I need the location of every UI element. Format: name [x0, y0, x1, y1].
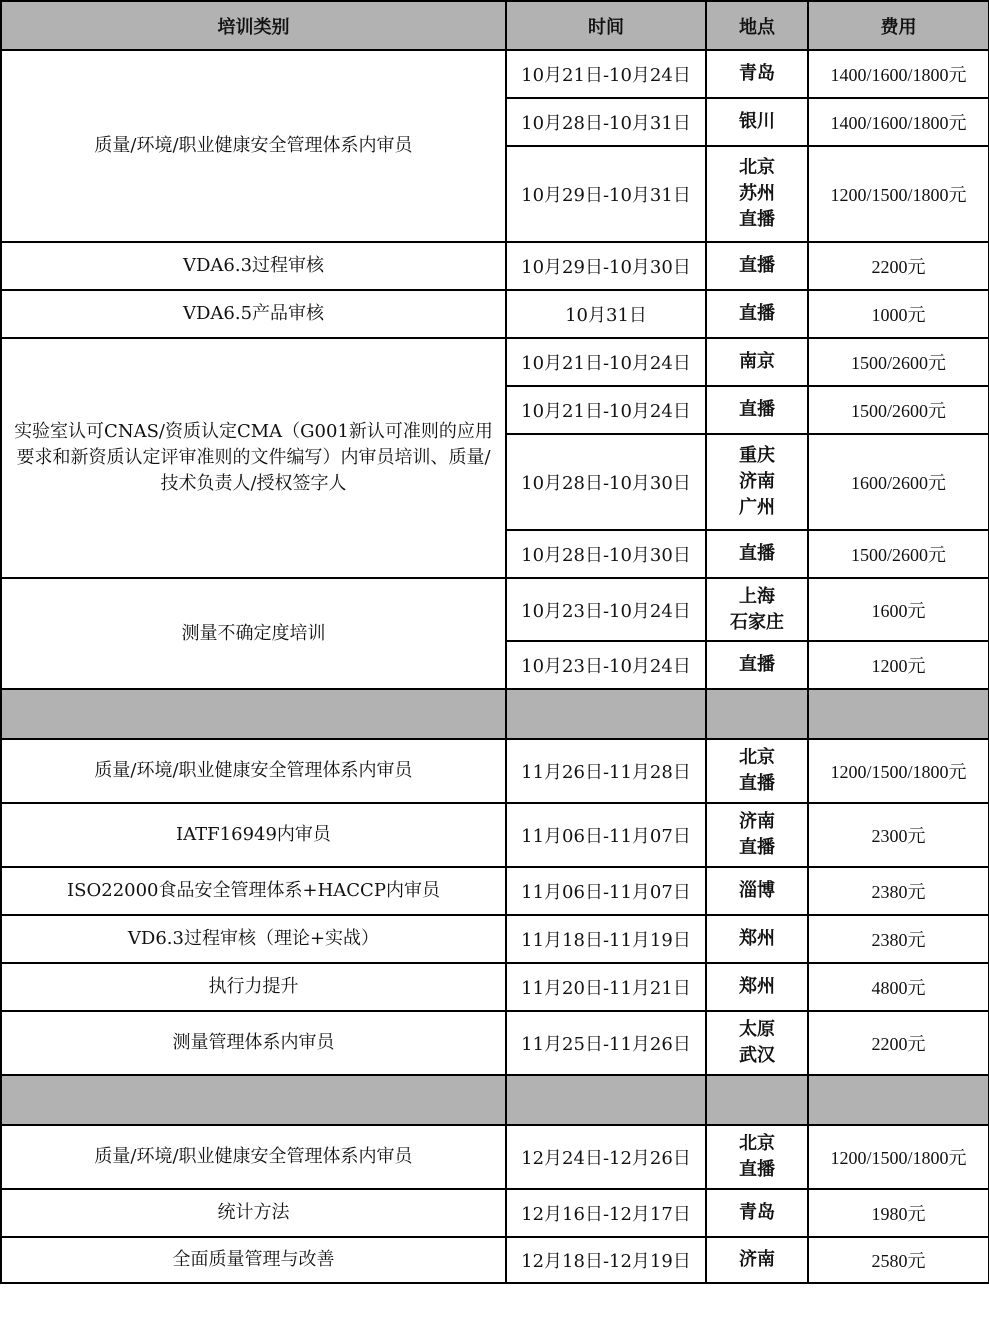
- location-cell: 直播: [706, 530, 808, 578]
- fee-cell: 1000元: [808, 290, 989, 338]
- category-cell: VDA6.3过程审核: [1, 242, 506, 290]
- location-cell: 北京 直播: [706, 739, 808, 803]
- fee-cell: 1980元: [808, 1189, 989, 1237]
- fee-cell: 1600/2600元: [808, 434, 989, 530]
- date-cell: 10月29日-10月30日: [506, 242, 706, 290]
- separator-cell: [1, 689, 506, 739]
- location-cell: 青岛: [706, 50, 808, 98]
- category-cell: 测量管理体系内审员: [1, 1011, 506, 1075]
- fee-cell: 4800元: [808, 963, 989, 1011]
- table-row: [1, 1011, 989, 1075]
- location-cell: 南京: [706, 338, 808, 386]
- date-cell: 11月26日-11月28日: [506, 739, 706, 803]
- date-cell: 11月25日-11月26日: [506, 1011, 706, 1075]
- table-row: [1, 739, 989, 803]
- location-cell: 郑州: [706, 915, 808, 963]
- table-row: [1, 290, 989, 338]
- table-row: [1, 963, 989, 1011]
- date-cell: 11月18日-11月19日: [506, 915, 706, 963]
- location-cell: 北京 苏州 直播: [706, 146, 808, 242]
- date-cell: 10月21日-10月24日: [506, 50, 706, 98]
- date-cell: 10月21日-10月24日: [506, 338, 706, 386]
- fee-cell: 1600元: [808, 578, 989, 641]
- header-location: 地点: [706, 1, 808, 50]
- separator-cell: [808, 1075, 989, 1125]
- category-cell: 测量不确定度培训: [1, 578, 506, 689]
- date-cell: 12月18日-12月19日: [506, 1237, 706, 1283]
- table-row: [1, 803, 989, 867]
- header-category: 培训类别: [1, 1, 506, 50]
- fee-cell: 2200元: [808, 1011, 989, 1075]
- separator-cell: [506, 1075, 706, 1125]
- category-cell: 质量/环境/职业健康安全管理体系内审员: [1, 739, 506, 803]
- header-fee: 费用: [808, 1, 989, 50]
- date-cell: 10月31日: [506, 290, 706, 338]
- fee-cell: 1200/1500/1800元: [808, 146, 989, 242]
- category-cell: VDA6.5产品审核: [1, 290, 506, 338]
- date-cell: 10月28日-10月30日: [506, 434, 706, 530]
- fee-cell: 1200/1500/1800元: [808, 739, 989, 803]
- table-row: [1, 338, 989, 386]
- month-separator-row: [1, 1075, 989, 1125]
- table-row: [1, 1189, 989, 1237]
- category-cell: IATF16949内审员: [1, 803, 506, 867]
- fee-cell: 1500/2600元: [808, 386, 989, 434]
- table-row: [1, 867, 989, 915]
- date-cell: 11月06日-11月07日: [506, 867, 706, 915]
- category-cell: 实验室认可CNAS/资质认定CMA（G001新认可准则的应用要求和新资质认定评审准则的文件编写）内审员培训、质量/技术负责人/授权签字人: [1, 338, 506, 578]
- date-cell: 10月29日-10月31日: [506, 146, 706, 242]
- fee-cell: 2200元: [808, 242, 989, 290]
- separator-cell: [808, 689, 989, 739]
- date-cell: 10月28日-10月31日: [506, 98, 706, 146]
- location-cell: 直播: [706, 641, 808, 689]
- date-cell: 10月23日-10月24日: [506, 641, 706, 689]
- table-row: [1, 242, 989, 290]
- location-cell: 银川: [706, 98, 808, 146]
- month-separator-row: [1, 689, 989, 739]
- date-cell: 11月20日-11月21日: [506, 963, 706, 1011]
- separator-cell: [706, 1075, 808, 1125]
- date-cell: 11月06日-11月07日: [506, 803, 706, 867]
- date-cell: 10月21日-10月24日: [506, 386, 706, 434]
- location-cell: 太原 武汉: [706, 1011, 808, 1075]
- table-row: [1, 1237, 989, 1283]
- date-cell: 12月16日-12月17日: [506, 1189, 706, 1237]
- location-cell: 郑州: [706, 963, 808, 1011]
- location-cell: 淄博: [706, 867, 808, 915]
- table-row: [1, 1125, 989, 1189]
- separator-cell: [1, 1075, 506, 1125]
- category-cell: VD6.3过程审核（理论+实战）: [1, 915, 506, 963]
- header-row: [1, 1, 989, 50]
- header-time: 时间: [506, 1, 706, 50]
- category-cell: 统计方法: [1, 1189, 506, 1237]
- category-cell: 质量/环境/职业健康安全管理体系内审员: [1, 1125, 506, 1189]
- fee-cell: 2380元: [808, 915, 989, 963]
- fee-cell: 2580元: [808, 1237, 989, 1283]
- fee-cell: 2300元: [808, 803, 989, 867]
- location-cell: 重庆 济南 广州: [706, 434, 808, 530]
- date-cell: 10月28日-10月30日: [506, 530, 706, 578]
- location-cell: 济南: [706, 1237, 808, 1283]
- date-cell: 10月23日-10月24日: [506, 578, 706, 641]
- category-cell: ISO22000食品安全管理体系+HACCP内审员: [1, 867, 506, 915]
- location-cell: 直播: [706, 386, 808, 434]
- location-cell: 济南 直播: [706, 803, 808, 867]
- fee-cell: 1200/1500/1800元: [808, 1125, 989, 1189]
- fee-cell: 1200元: [808, 641, 989, 689]
- separator-cell: [706, 689, 808, 739]
- fee-cell: 1400/1600/1800元: [808, 50, 989, 98]
- fee-cell: 1500/2600元: [808, 530, 989, 578]
- location-cell: 上海 石家庄: [706, 578, 808, 641]
- separator-cell: [506, 689, 706, 739]
- table-row: [1, 578, 989, 641]
- location-cell: 直播: [706, 290, 808, 338]
- fee-cell: 2380元: [808, 867, 989, 915]
- date-cell: 12月24日-12月26日: [506, 1125, 706, 1189]
- category-cell: 质量/环境/职业健康安全管理体系内审员: [1, 50, 506, 242]
- fee-cell: 1500/2600元: [808, 338, 989, 386]
- table-row: [1, 915, 989, 963]
- table-row: [1, 50, 989, 98]
- category-cell: 执行力提升: [1, 963, 506, 1011]
- location-cell: 直播: [706, 242, 808, 290]
- location-cell: 北京 直播: [706, 1125, 808, 1189]
- fee-cell: 1400/1600/1800元: [808, 98, 989, 146]
- category-cell: 全面质量管理与改善: [1, 1237, 506, 1283]
- location-cell: 青岛: [706, 1189, 808, 1237]
